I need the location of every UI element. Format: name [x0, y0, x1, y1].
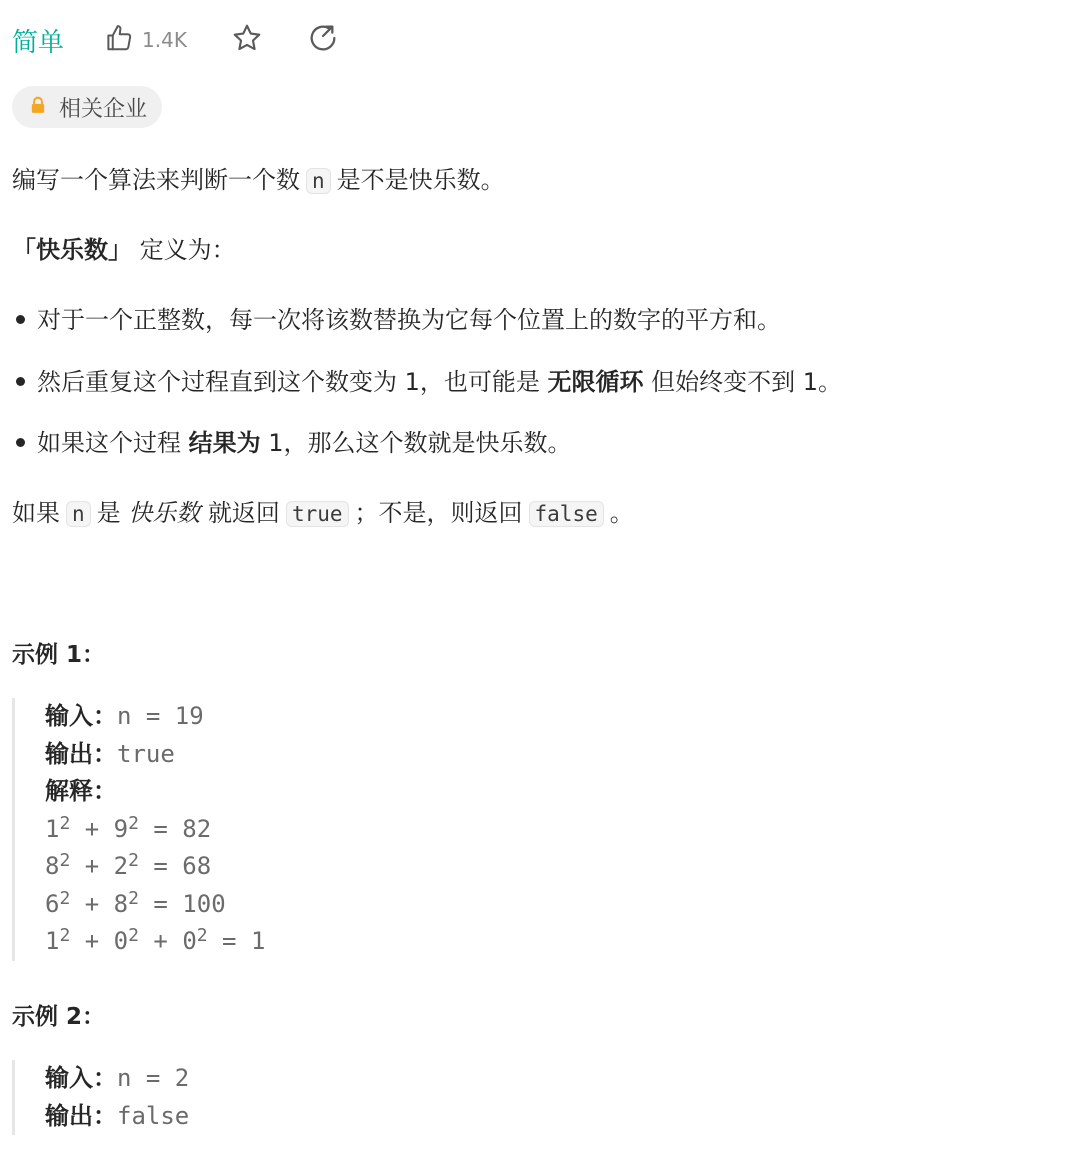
- bullet-item: [12, 302, 781, 338]
- explain-step: [45, 848, 265, 886]
- explain-step: [45, 923, 265, 961]
- bullet-dot: [16, 315, 25, 324]
- step-exponent: 2: [196, 925, 208, 946]
- step-exponent: 2: [59, 925, 71, 946]
- example-output-line: [45, 736, 265, 774]
- example-explain-line: [45, 773, 265, 811]
- step-result: = 100: [138, 889, 226, 918]
- bullet-dot: [16, 377, 25, 386]
- definition-text: 定义为：: [132, 236, 236, 264]
- example-2-title: 示例 2：: [12, 1004, 106, 1030]
- example-input-line: [45, 1060, 189, 1098]
- example-2-block: [12, 1060, 189, 1135]
- related-companies-label: 相关企业: [59, 96, 148, 122]
- explain-step: [45, 886, 265, 924]
- like-button[interactable]: [104, 23, 187, 57]
- step-exponent: 2: [128, 812, 139, 834]
- intro-text: 编写一个算法来判断一个数: [12, 166, 300, 194]
- step-term: 9: [113, 814, 129, 843]
- lock-icon: [29, 96, 47, 118]
- bullet-bold-text: 无限循环: [547, 368, 644, 396]
- thumbs-up-icon: [104, 23, 134, 57]
- favorite-button[interactable]: [231, 22, 263, 58]
- return-text: 是: [96, 499, 121, 527]
- problem-meta-bar: [12, 18, 339, 62]
- return-statement: [12, 495, 634, 532]
- intro-text-end: 是不是快乐数。: [336, 166, 505, 194]
- output-label: 输出：: [45, 1101, 117, 1130]
- bullet-text: 1，那么这个数就是快乐数。: [260, 429, 572, 457]
- like-count: 1.4K: [142, 28, 187, 52]
- step-term: 8: [113, 889, 129, 918]
- bullet-text: 对于一个正整数，每一次将该数替换为它每个位置上的数字的平方和。: [37, 306, 781, 334]
- related-companies-tag[interactable]: [12, 86, 162, 128]
- step-operator: +: [70, 889, 114, 918]
- definition-term: 「快乐数」: [12, 236, 132, 264]
- step-exponent: 2: [128, 887, 139, 909]
- happy-number-definition: [12, 232, 236, 268]
- inline-code-true: true: [286, 501, 349, 527]
- explain-label: 解释：: [45, 777, 117, 805]
- input-value: n = 19: [117, 702, 204, 730]
- step-exponent: 2: [128, 850, 139, 871]
- step-result: = 82: [138, 814, 212, 843]
- step-exponent: 2: [59, 812, 71, 834]
- example-1-title: 示例 1：: [12, 642, 106, 668]
- return-text: 如果: [12, 499, 60, 527]
- explain-step: [45, 811, 265, 849]
- bullet-text: 但始终变不到 1。: [643, 368, 843, 396]
- step-exponent: 2: [59, 850, 71, 871]
- bullet-item: [12, 364, 842, 400]
- share-icon: [307, 22, 339, 58]
- output-value: true: [117, 739, 175, 768]
- input-value: n = 2: [117, 1064, 190, 1092]
- bullet-text: 如果这个过程: [37, 429, 189, 457]
- step-term: 1: [45, 927, 60, 955]
- bullet-item: [12, 425, 572, 461]
- return-text: ；不是，则返回: [354, 499, 523, 527]
- input-label: 输入：: [45, 702, 117, 730]
- example-input-line: [45, 698, 265, 736]
- inline-code-n: n: [66, 501, 91, 527]
- step-operator: +: [70, 814, 114, 843]
- inline-code-n: n: [306, 168, 331, 194]
- output-value: false: [117, 1101, 190, 1130]
- bullet-bold-text: 结果为: [188, 429, 261, 457]
- step-exponent: 2: [128, 925, 139, 946]
- star-icon: [231, 22, 263, 58]
- share-button[interactable]: [307, 22, 339, 58]
- output-label: 输出：: [45, 739, 117, 768]
- return-text: 就返回: [207, 499, 280, 527]
- step-operator: +: [70, 927, 114, 955]
- step-term: 0: [182, 927, 197, 955]
- bullet-dot: [16, 438, 25, 447]
- step-operator: +: [70, 852, 114, 880]
- step-result: = 1: [207, 927, 266, 955]
- step-result: = 68: [138, 852, 212, 880]
- step-exponent: 2: [59, 887, 71, 909]
- step-operator: +: [138, 927, 183, 955]
- return-italic-text: 快乐数: [128, 499, 201, 527]
- step-term: 2: [113, 852, 129, 880]
- example-1-block: [12, 698, 265, 961]
- example-output-line: [45, 1098, 189, 1136]
- step-term: 0: [113, 927, 129, 955]
- step-term: 6: [45, 889, 60, 918]
- step-term: 8: [45, 852, 60, 880]
- input-label: 输入：: [45, 1064, 117, 1092]
- return-text: 。: [609, 499, 634, 527]
- inline-code-false: false: [529, 501, 604, 527]
- difficulty-badge: 简单: [12, 27, 65, 58]
- bullet-text: 然后重复这个过程直到这个数变为 1，也可能是: [37, 368, 548, 396]
- problem-intro: [12, 162, 505, 199]
- step-term: 1: [45, 814, 60, 843]
